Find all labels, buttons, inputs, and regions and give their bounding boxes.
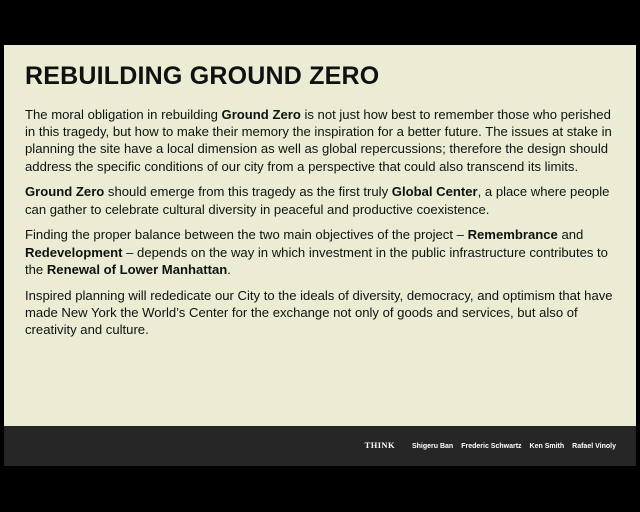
text-run: should emerge from this tragedy as the first truly xyxy=(104,184,392,200)
slide-body xyxy=(25,106,615,347)
credit-name: Shigeru Ban xyxy=(411,443,454,450)
paragraph-2 xyxy=(25,183,615,217)
emphasis-ground-zero: Ground Zero xyxy=(25,184,105,200)
text-run: is not just how best to remember those who perished in this tragedy, but how to make their memory the inspiration for a better future. The issues at stake in planning the site have a local dimension as well as global repercussions; therefore the design should address the specific conditions of our city from a perspective that could also transcend its limits. xyxy=(25,107,612,174)
text-run: Inspired planning will rededicate our City to the ideals of diversity, democracy, and optimism that have made New York the World’s Center for the exchange not only of goods and services, but also of creativity and culture. xyxy=(25,287,613,338)
credits xyxy=(365,440,616,450)
emphasis-ground-zero: Ground Zero xyxy=(221,107,301,122)
text-run: , a place where people can gather to celebrate cultural diversity in peaceful and productive coexistence. xyxy=(25,184,610,217)
credit-name: Rafael Vinoly xyxy=(572,443,616,450)
paragraph-3 xyxy=(25,226,615,278)
credit-name: Ken Smith xyxy=(529,443,565,450)
text-run: Finding the proper balance between the two main objectives of the project – xyxy=(25,227,468,243)
brand-logo: THINK xyxy=(364,440,395,450)
paragraph-1 xyxy=(25,106,615,175)
slide xyxy=(4,45,636,426)
emphasis-renewal: Renewal of Lower Manhattan xyxy=(46,261,228,277)
emphasis-global-center: Global Center xyxy=(391,184,478,200)
slide-title: REBUILDING GROUND ZERO xyxy=(25,62,380,90)
credit-name: Frederic Schwartz xyxy=(461,443,522,450)
text-run: . xyxy=(227,261,231,277)
text-run: – depends on the way in which investment in the public infrastructure contributes to the xyxy=(25,244,608,277)
text-run: The moral obligation in rebuilding xyxy=(25,107,222,122)
emphasis-redevelopment: Redevelopment xyxy=(25,244,123,260)
footer-bar xyxy=(4,426,636,466)
emphasis-remembrance: Remembrance xyxy=(467,227,558,243)
paragraph-4 xyxy=(25,287,615,339)
text-run: and xyxy=(557,227,584,243)
